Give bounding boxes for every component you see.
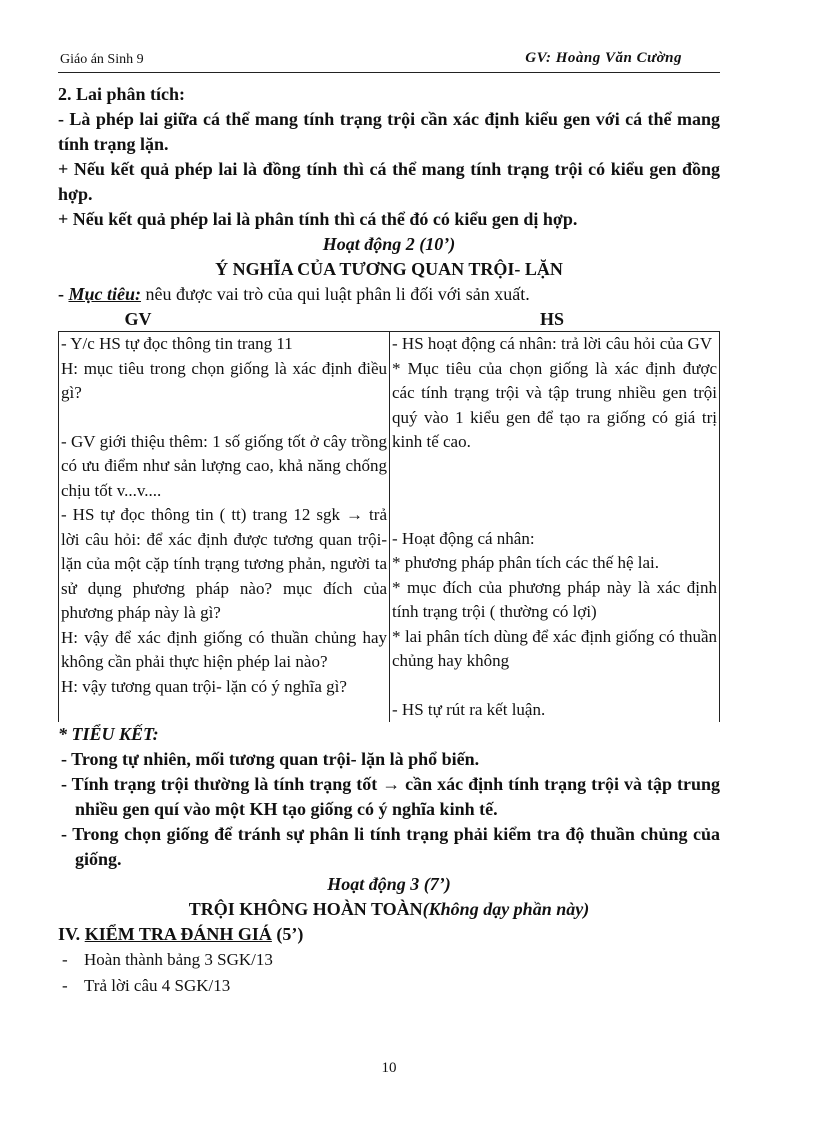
- section-4-heading: KIỂM TRA ĐÁNH GIÁ: [84, 924, 272, 944]
- column-hs: HS: [539, 309, 564, 329]
- section-4-time: (5’): [271, 924, 304, 944]
- table-column-headers: [58, 307, 720, 331]
- activity-3-title: TRỘI KHÔNG HOÀN TOÀN: [188, 899, 423, 919]
- hs-item: * lai phân tích dùng để xác định giống có thuần chủng hay không: [392, 626, 717, 670]
- summary-title: * TIỂU KẾT:: [58, 724, 159, 744]
- page-number: 10: [381, 1060, 397, 1076]
- activity-2-title: Ý NGHĨA CỦA TƯƠNG QUAN TRỘI- LẶN: [215, 259, 563, 279]
- summary-item: - Trong tự nhiên, mối tương quan trội- lặn là phổ biến.: [61, 749, 480, 769]
- column-gv: GV: [124, 309, 152, 329]
- activity-2-heading: Hoạt động 2 (10’): [322, 234, 456, 254]
- header-author: GV: Hoàng Văn Cường: [525, 50, 682, 66]
- gv-item: - Y/c HS tự đọc thông tin trang 11: [61, 334, 293, 353]
- section-2-line-3: + Nếu kết quả phép lai là phân tính thì cá thể đó có kiểu gen dị hợp.: [58, 209, 578, 229]
- assessment-list: [58, 947, 720, 999]
- objective-text: nêu được vai trò của qui luật phân li đối với sản xuất.: [141, 284, 530, 304]
- summary-item: - Tính trạng trội thường là tính trạng tốt → cần xác định tính trạng trội và tập trung nhiều gen quí vào một KH tạo giống có ý nghĩa kinh tế.: [61, 774, 720, 819]
- section-2-line-2: + Nếu kết quả phép lai là đồng tính thì cá thể mang tính trạng trội có kiểu gen đồng hợp.: [58, 159, 720, 204]
- document-body: [58, 82, 720, 999]
- hs-item: - HS hoạt động cá nhân: trả lời câu hỏi của GV: [392, 334, 713, 353]
- gv-item: H: mục tiêu trong chọn giống là xác định điều gì?: [61, 358, 387, 402]
- gv-item: H: vậy tương quan trội- lặn có ý nghĩa gì?: [61, 676, 347, 696]
- section-4-number: IV.: [58, 924, 85, 944]
- gv-item: - HS tự đọc thông tin ( tt) trang 12 sgk → trả lời câu hỏi: để xác định được tương quan trội- lặn của một cặp tính trạng tương phản, người ta sử dụng phương pháp nào? mục đích của phương pháp này là gì?: [61, 505, 387, 622]
- hs-item: - Hoạt động cá nhân:: [392, 528, 535, 548]
- section-2-line-1: - Là phép lai giữa cá thể mang tính trạng trội cần xác định kiểu gen với cá thể mang tính trạng lặn.: [58, 109, 720, 154]
- activity-table: [58, 331, 720, 722]
- header-rule: [58, 72, 720, 73]
- hs-item: * mục đích của phương pháp này là xác định tính trạng trội ( thường có lợi): [392, 577, 717, 621]
- hs-item: - HS tự rút ra kết luận.: [392, 699, 546, 719]
- hs-item: * phương pháp phân tích các thế hệ lai.: [392, 553, 659, 572]
- activity-3-heading: Hoạt động 3 (7’): [327, 874, 451, 894]
- page-header: [58, 50, 720, 72]
- activity-3-note: (Không dạy phần này): [422, 899, 590, 919]
- summary-item: - Trong chọn giống để tránh sự phân li tính trạng phải kiểm tra độ thuần chủng của giống.: [61, 824, 720, 869]
- gv-item: H: vậy để xác định giống có thuần chủng hay không cần phải thực hiện phép lai nào?: [61, 627, 387, 671]
- gv-item: - GV giới thiệu thêm: 1 số giống tốt ở cây trồng có ưu điểm như sản lượng cao, khả năng chống chịu tốt v...v....: [61, 431, 387, 500]
- gv-column: [59, 332, 390, 723]
- section-2-title: 2. Lai phân tích:: [58, 84, 186, 104]
- list-item: - Hoàn thành bảng 3 SGK/13: [58, 947, 720, 973]
- hs-item: * Mục tiêu của chọn giống là xác định được các tính trạng trội và tập trung nhiều gen trội quý vào 1 kiểu gen để tạo ra giống có giá trị kinh tế cao.: [392, 358, 717, 451]
- list-item: - Trả lời câu 4 SGK/13: [58, 973, 720, 999]
- activity-3-title-line: [58, 897, 720, 922]
- section-4-title: [58, 922, 720, 947]
- hs-column: [390, 332, 720, 723]
- header-subject: Giáo án Sinh 9: [60, 52, 144, 67]
- objective-label: Mục tiêu:: [68, 284, 142, 304]
- activity-2-objective: - Mục tiêu: nêu được vai trò của qui luật phân li đối với sản xuất.: [58, 284, 530, 304]
